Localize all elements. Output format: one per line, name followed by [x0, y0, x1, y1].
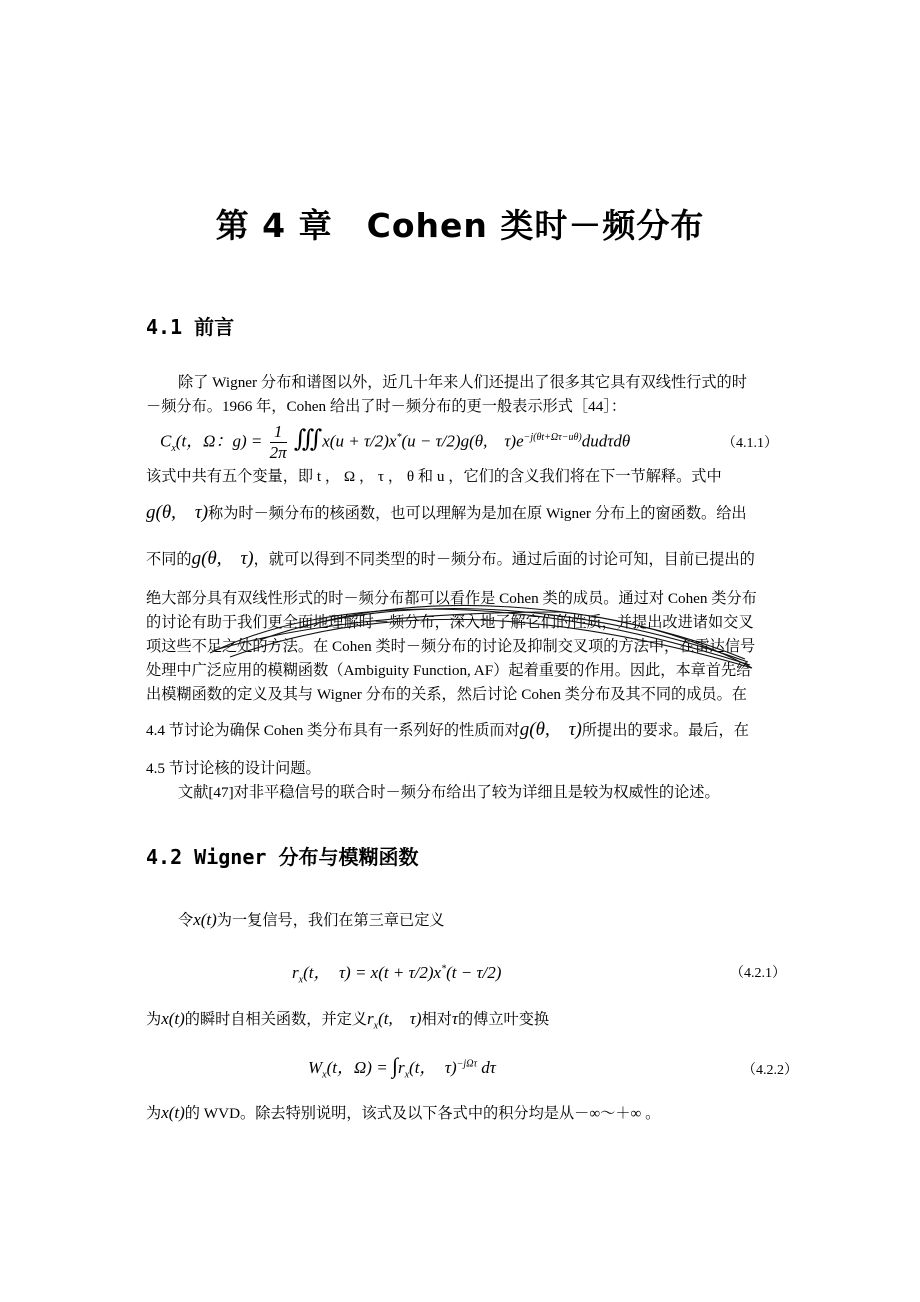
kernel-symbol: g(θ, τ)	[146, 502, 209, 523]
paragraph-line: 4.4 节讨论为确保 Cohen 类分布具有一系列好的性质而对g(θ, τ)所提出的要求。最后，在	[146, 719, 749, 740]
paragraph-line: 处理中广泛应用的模糊函数（Ambiguity Function, AF）起着重要的作用。因此，本章首先给	[146, 662, 752, 679]
paragraph-line: 绝大部分具有双线性形式的时－频分布都可以看作是 Cohen 类的成员。通过对 Cohen 类分布	[146, 590, 757, 607]
paragraph-line: 该式中共有五个变量，即 t ， Ω ， τ ， θ 和 u ，它们的含义我们将在下一节解释。式中	[146, 468, 722, 485]
paragraph-line: 不同的g(θ, τ)，就可以得到不同类型的时－频分布。通过后面的讨论可知，目前已提出的	[146, 548, 755, 569]
section-heading-4-2: 4.2 Wigner 分布与模糊函数	[146, 845, 419, 869]
equation-number: （4.1.1）	[722, 436, 778, 451]
paragraph-line: 文献[47]对非平稳信号的联合时－频分布给出了较为详细且是较为权威性的论述。	[178, 784, 720, 801]
signal-symbol: x(t)	[193, 910, 217, 929]
paragraph-line: g(θ, τ)称为时－频分布的核函数，也可以理解为是加在原 Wigner 分布上的窗函数。给出	[146, 502, 747, 523]
kernel-symbol: g(θ, τ)	[191, 548, 254, 569]
paragraph-line: 的讨论有助于我们更全面地理解时－频分布，深入地了解它们的性质，并提出改进诸如交叉	[146, 614, 754, 631]
equation-4-1-1: $C_x(t$，Ω：g) = $\frac{1}{2\pi}$ ∭x(u + τ/2)x*(u − τ/2)g(θ, $\tau)e^{-j(\theta t+\Omega\tau-u\theta)}dud\tau d\theta$	[160, 422, 631, 462]
equation-number: （4.2.2）	[742, 1063, 798, 1078]
paragraph-line: 出模糊函数的定义及其与 Wigner 分布的关系，然后讨论 Cohen 类分布及其不同的成员。在	[146, 686, 747, 703]
paragraph-line: 4.5 节讨论核的设计问题。	[146, 760, 321, 777]
paragraph-line: 除了 Wigner 分布和谱图以外，近几十年来人们还提出了很多其它具有双线性行式的时	[178, 374, 747, 391]
paragraph-line: 为x(t)的 WVD。除去特别说明，该式及以下各式中的积分均是从－∞～＋∞ 。	[146, 1103, 661, 1122]
equation-4-2-1: $r_x(t$， τ) = x(t + τ/2)x*(t − τ/2)	[292, 963, 502, 986]
chapter-title: 第 4 章 Cohen 类时－频分布	[215, 206, 705, 245]
section-heading-4-1: 4.1 前言	[146, 315, 235, 339]
paragraph-line: 令x(t)为一复信号，我们在第三章已定义	[178, 910, 445, 929]
paragraph-line: 项这些不足之处的方法。在 Cohen 类时－频分布的讨论及抑制交叉项的方法中，在雷达信号	[146, 638, 756, 655]
equation-number: （4.2.1）	[730, 966, 786, 981]
equation-4-2-2: $W_x(t$，$\Omega) = \int r_x(t$， τ)$^{-j\Omega\tau}$ dτ	[308, 1053, 496, 1081]
kernel-symbol: g(θ, τ)	[519, 719, 582, 740]
paragraph-line: 为x(t)的瞬时自相关函数，并定义$r_x(t$, τ)相对τ的傅立叶变换	[146, 1009, 550, 1032]
paragraph-line: －频分布。1966 年，Cohen 给出了时－频分布的更一般表示形式［44］：	[146, 398, 627, 415]
